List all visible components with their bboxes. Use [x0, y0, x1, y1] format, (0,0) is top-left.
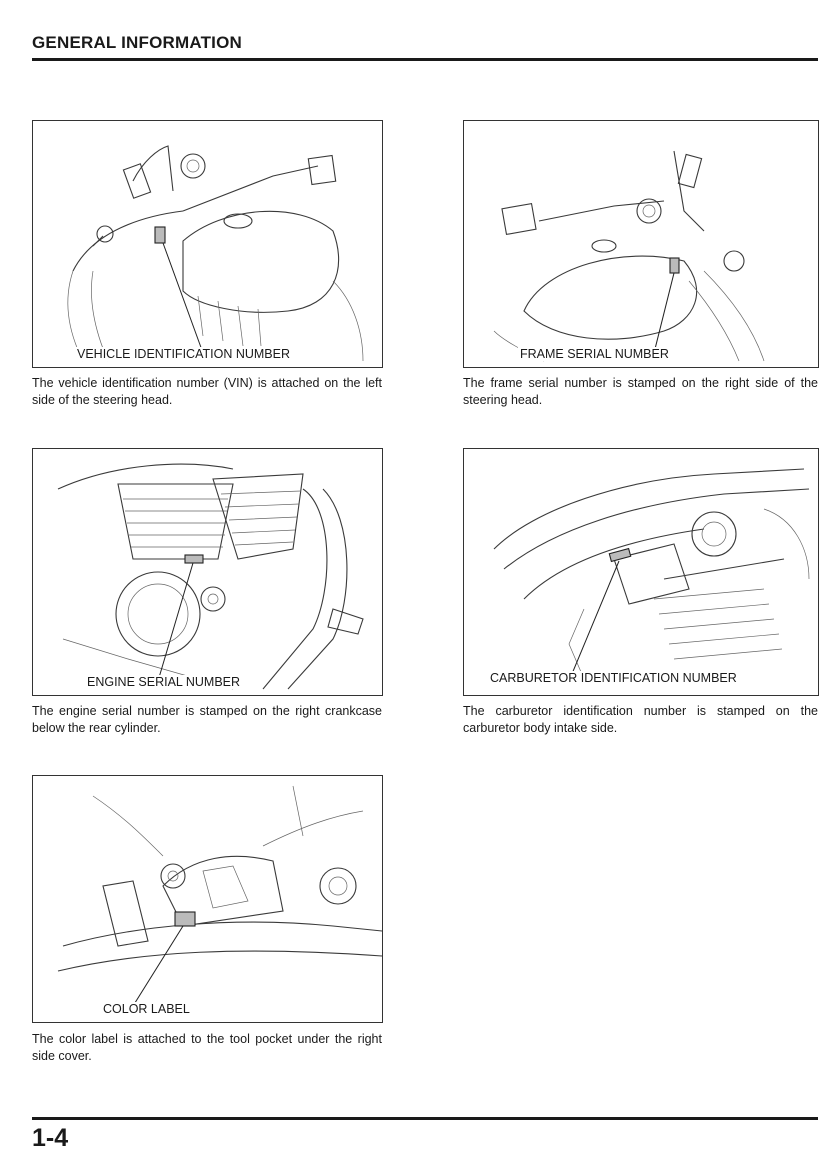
- footer-divider: [32, 1117, 818, 1120]
- engine-serial-callout-label: ENGINE SERIAL NUMBER: [87, 675, 241, 689]
- engine-serial-illustration: [33, 449, 382, 695]
- carburetor-id-illustration: [464, 449, 818, 695]
- vin-caption: The vehicle identification number (VIN) is attached on the left side of the steering head.: [32, 376, 382, 407]
- figure-engine-serial: [32, 448, 383, 696]
- color-label-caption: The color label is attached to the tool pocket under the right side cover.: [32, 1032, 382, 1063]
- carburetor-id-caption: The carburetor identification number is stamped on the carburetor body intake side.: [463, 704, 818, 735]
- frame-serial-callout-label: FRAME SERIAL NUMBER: [520, 347, 669, 361]
- engine-serial-caption: The engine serial number is stamped on the right crankcase below the rear cylinder.: [32, 704, 382, 735]
- page-number: 1-4: [32, 1124, 69, 1152]
- vin-callout-label: VEHICLE IDENTIFICATION NUMBER: [77, 347, 290, 361]
- header-divider: [32, 58, 818, 61]
- carburetor-id-callout-label: CARBURETOR IDENTIFICATION NUMBER: [490, 671, 737, 685]
- frame-serial-caption: The frame serial number is stamped on the right side of the steering head.: [463, 376, 818, 407]
- color-label-illustration: [33, 776, 382, 1022]
- figure-color-label: [32, 775, 383, 1023]
- vin-illustration: [33, 121, 382, 367]
- color-label-callout-label: COLOR LABEL: [103, 1002, 190, 1016]
- frame-serial-illustration: [464, 121, 818, 367]
- figure-carburetor-id: [463, 448, 819, 696]
- figure-vin: [32, 120, 383, 368]
- page-header-title: GENERAL INFORMATION: [32, 33, 242, 52]
- figure-frame-serial: [463, 120, 819, 368]
